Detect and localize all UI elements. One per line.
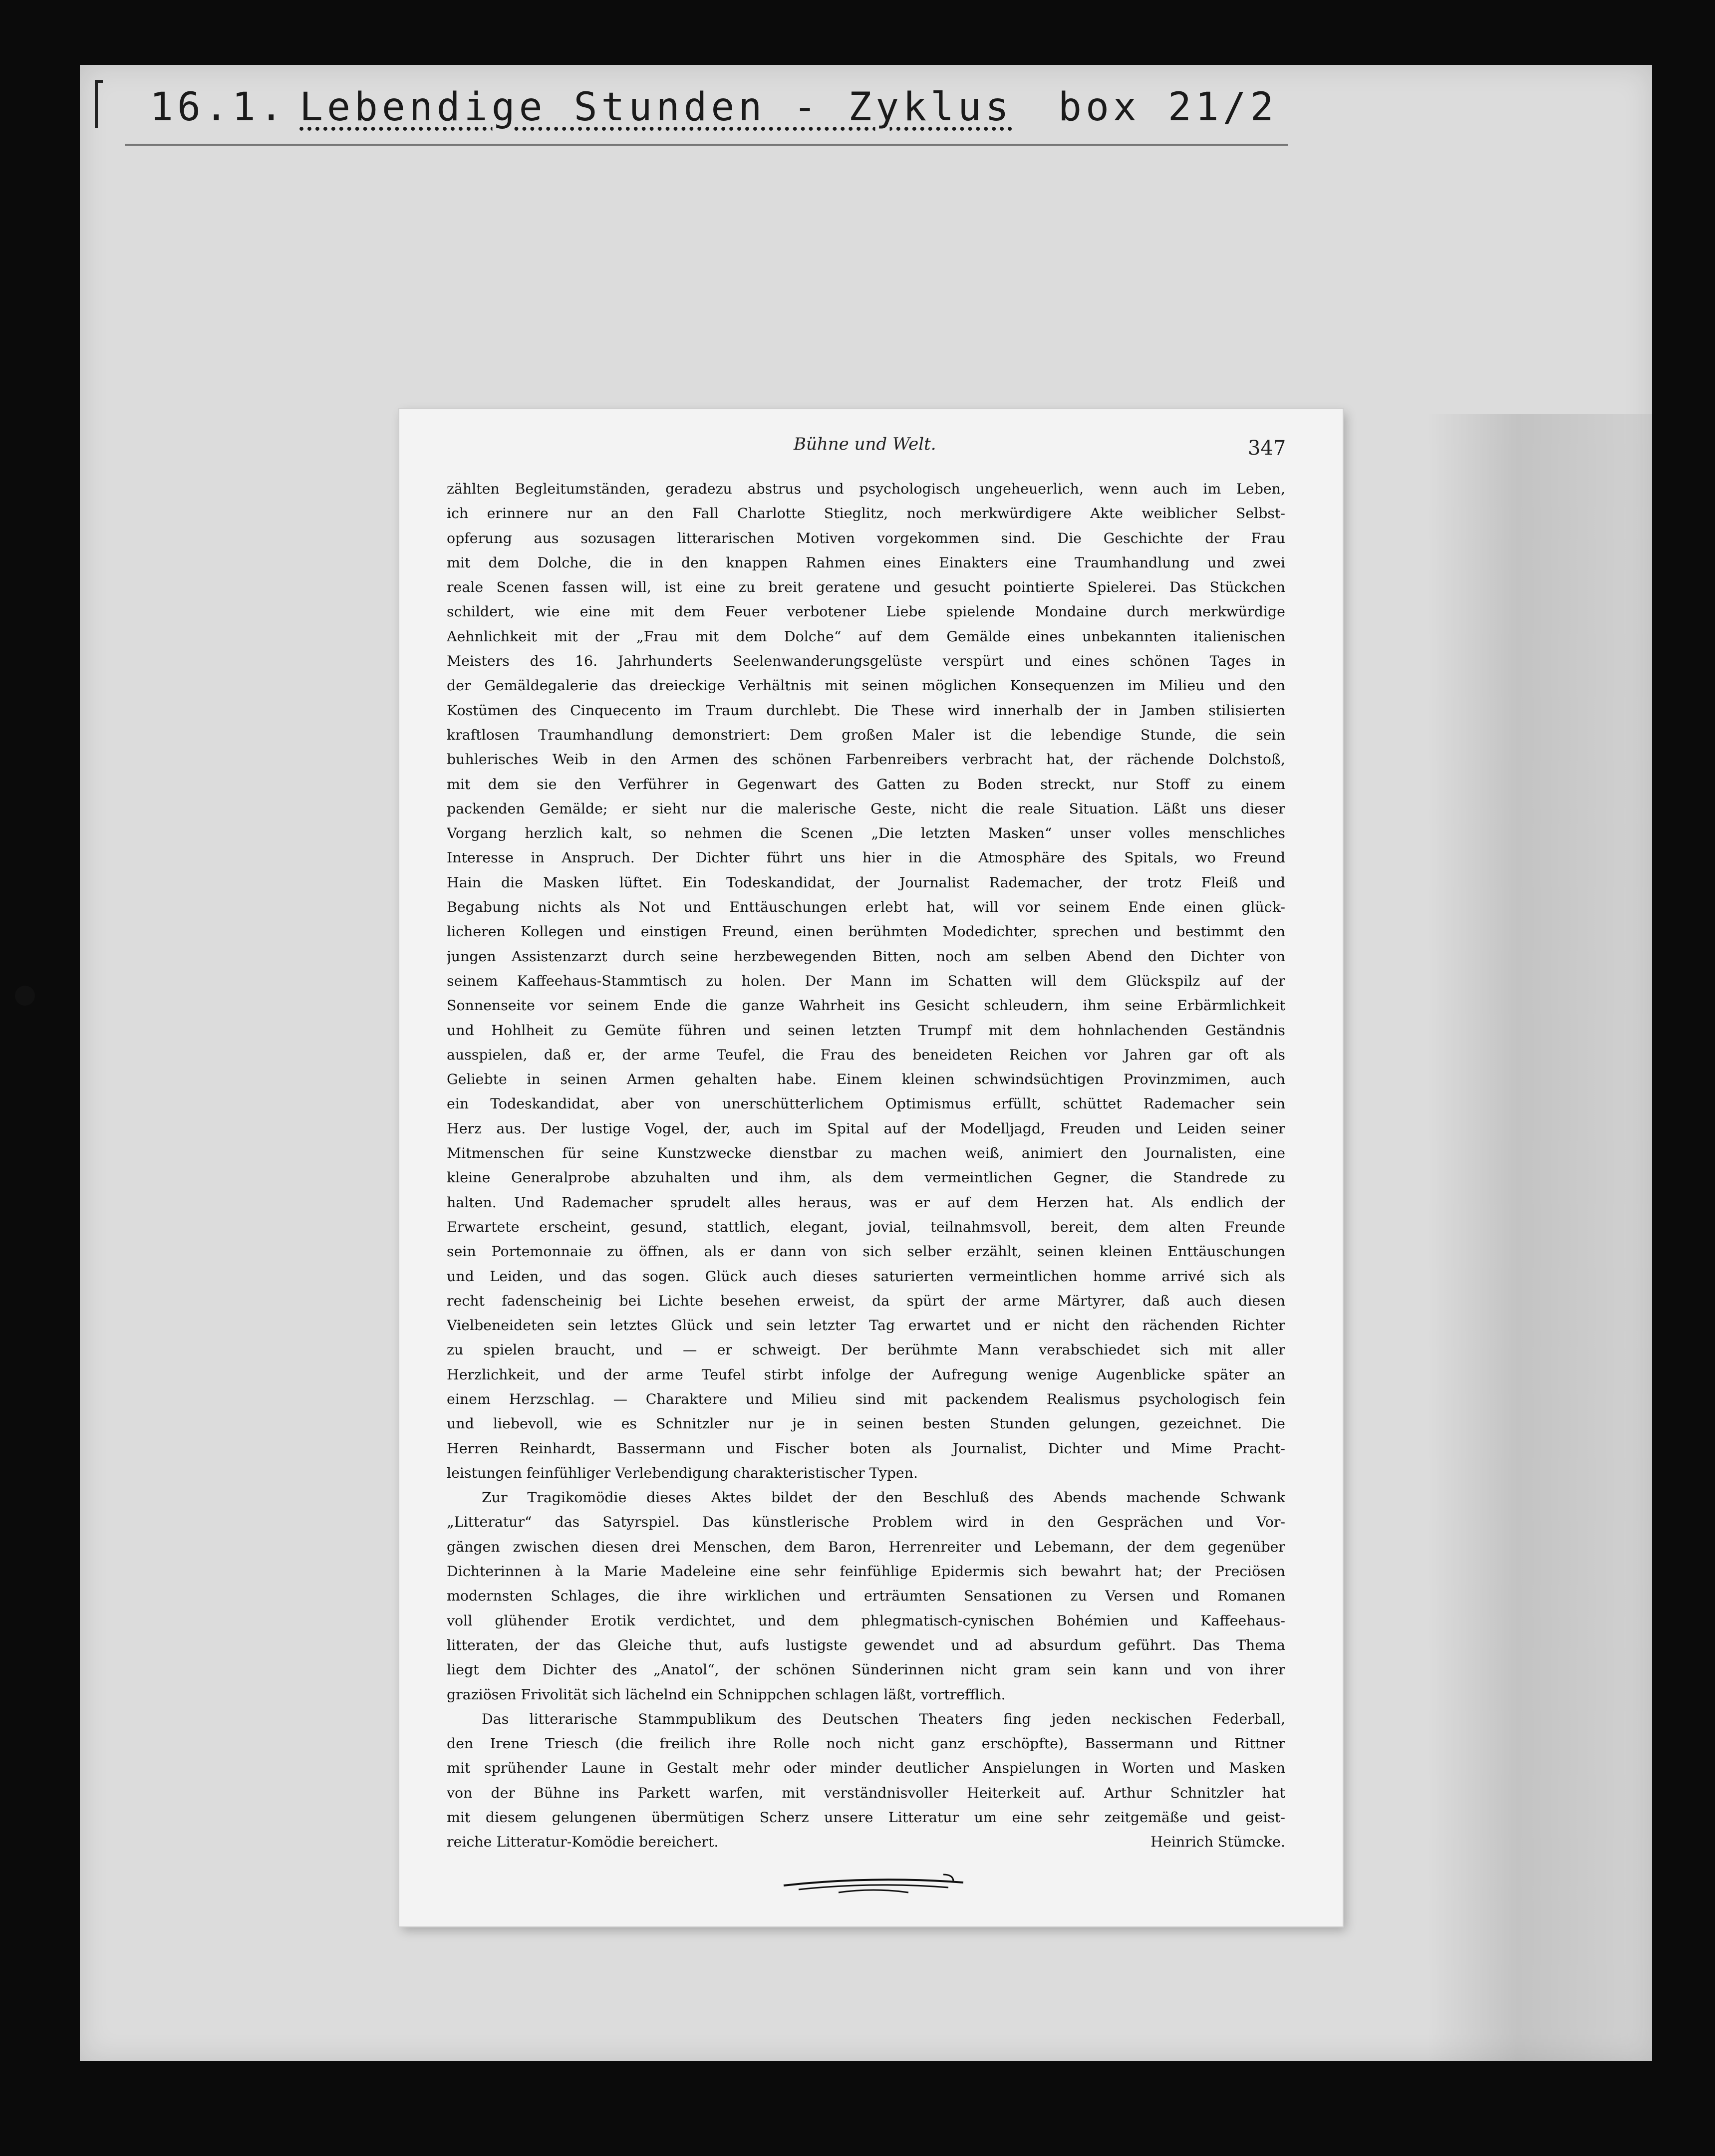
article-line: opferung aus sozusagen litterarischen Motiven vorgekommen sind. Die Geschichte der Frau [447, 530, 1285, 546]
article-line: licheren Kollegen und einstigen Freund, einen berühmten Modedichter, sprechen und bestimmt den [447, 923, 1285, 940]
article-line: seinem Kaffeehaus-Stammtisch zu holen. Der Mann im Schatten will dem Glückspilz auf der [447, 972, 1285, 989]
article-line: modernsten Schlages, die ihre wirklichen und erträumten Sensationen zu Versen und Romanen [447, 1588, 1285, 1605]
corner-bracket-mark [95, 80, 103, 128]
article-line: mit diesem gelungenen übermütigen Scherz unsere Litteratur um eine sehr zeitgemäße und geist- [447, 1809, 1285, 1826]
article-line: liegt dem Dichter des „Anatol“, der schönen Sünderinnen nicht gram sein kann und von ihrer [447, 1661, 1285, 1678]
article-line: halten. Und Rademacher sprudelt alles heraus, was er auf dem Herzen hat. Als endlich der [447, 1194, 1285, 1211]
end-ornament [779, 1871, 968, 1895]
article-line: Herren Reinhardt, Bassermann und Fischer boten als Journalist, Dichter und Mime Pracht- [447, 1440, 1285, 1457]
newspaper-clipping [399, 409, 1343, 1926]
header-title: Lebendige Stunden - Zyklus [299, 85, 1013, 130]
article-line: buhlerisches Weib in den Armen des schönen Farbenreibers verbracht hat, der rächende Dolchstoß, [447, 751, 1285, 768]
article-line: den Irene Triesch (die freilich ihre Rolle noch nicht ganz erschöpfte), Bassermann und Rittner [447, 1735, 1285, 1752]
article-line: recht fadenscheinig bei Lichte besehen erweist, da spürt der arme Märtyrer, daß auch diesen [447, 1292, 1285, 1309]
article-line: Vielbeneideten sein letztes Glück und sein letzter Tag erwartet und er nicht den rächenden Richter [447, 1317, 1285, 1334]
article-line: ich erinnere nur an den Fall Charlotte Stieglitz, noch merkwürdigere Akte weiblicher Selbst- [447, 505, 1285, 522]
dust-speck [15, 986, 35, 1006]
article-line: mit dem Dolche, die in den knappen Rahmen eines Einakters eine Traumhandlung und zwei [447, 554, 1285, 571]
article-line: Aehnlichkeit mit der „Frau mit dem Dolche“ auf dem Gemälde eines unbekannten italienischen [447, 628, 1285, 645]
article-line: der Gemäldegalerie das dreieckige Verhältnis mit seinen möglichen Konsequenzen im Milieu und den [447, 677, 1285, 694]
article-line: einem Herzschlag. — Charaktere und Milieu sind mit packendem Realismus psychologisch fein [447, 1390, 1285, 1407]
article-line: und Hohlheit zu Gemüte führen und seinen letzten Trumpf mit dem hohnlachenden Geständnis [447, 1022, 1285, 1039]
article-line: Dichterinnen à la Marie Madeleine eine sehr feinfühlige Epidermis sich bewahrt hat; der Preciösen [447, 1563, 1285, 1580]
article-line: Geliebte in seinen Armen gehalten habe. Einem kleinen schwindsüchtigen Provinzmimen, auch [447, 1071, 1285, 1088]
article-line: mit dem sie den Verführer in Gegenwart des Gatten zu Boden streckt, nur Stoff zu einem [447, 776, 1285, 793]
article-line: graziösen Frivolität sich lächelnd ein Schnippchen schlagen läßt, vortrefflich. [447, 1686, 1006, 1703]
article-line: Erwartete erscheint, gesund, stattlich, elegant, jovial, teilnahmsvoll, bereit, dem alten Freunde [447, 1218, 1285, 1235]
article-line: Kostümen des Cinquecento im Traum durchlebt. Die These wird innerhalb der in Jamben stilisierten [447, 702, 1285, 719]
article-line: von der Bühne ins Parkett warfen, mit verständnisvoller Heiterkeit auf. Arthur Schnitzler hat [447, 1784, 1285, 1801]
article-line: Das litterarische Stammpublikum des Deutschen Theaters fing jeden neckischen Federball, [482, 1710, 1285, 1727]
article-line: ein Todeskandidat, aber von unerschütterlichem Optimismus erfüllt, schüttet Rademacher sein [447, 1095, 1285, 1112]
article-line: mit sprühender Laune in Gestalt mehr oder minder deutlicher Anspielungen in Worten und Masken [447, 1760, 1285, 1777]
article-line: leistungen feinfühliger Verlebendigung charakteristischer Typen. [447, 1464, 918, 1481]
article-line: Zur Tragikomödie dieses Aktes bildet der den Beschluß des Abends machende Schwank [482, 1489, 1285, 1506]
article-line: packenden Gemälde; er sieht nur die malerische Geste, nicht die reale Situation. Läßt uns dieser [447, 800, 1285, 817]
author-signature: Heinrich Stümcke. [1150, 1834, 1285, 1851]
article-line: reiche Litteratur-Komödie bereichert. [447, 1834, 719, 1851]
article-line: gängen zwischen diesen drei Menschen, dem Baron, Herrenreiter und Lebemann, der dem gegenüber [447, 1538, 1285, 1555]
article-line: voll glühender Erotik verdichtet, und dem phlegmatisch-cynischen Bohémien und Kaffeehaus- [447, 1612, 1285, 1629]
article-line: Herz aus. Der lustige Vogel, der, auch im Spital auf der Modelljagd, Freuden und Leiden seiner [447, 1120, 1285, 1137]
running-head: Bühne und Welt. [794, 434, 936, 454]
article-line: und liebevoll, wie es Schnitzler nur je in seinen besten Stunden gelungen, gezeichnet. Die [447, 1415, 1285, 1432]
article-line: Meisters des 16. Jahrhunderts Seelenwanderungsgelüste verspürt und eines schönen Tages in [447, 653, 1285, 670]
article-line: kraftlosen Traumhandlung demonstriert: Dem großen Maler ist die lebendige Stunde, die sein [447, 726, 1285, 743]
article-line: Sonnenseite vor seinem Ende die ganze Wahrheit ins Gesicht schleudern, ihm seine Erbärmlichkeit [447, 997, 1285, 1014]
article-line: Mitmenschen für seine Kunstzwecke dienstbar zu machen weiß, animiert den Journalisten, eine [447, 1145, 1285, 1162]
article-line: litteraten, der das Gleiche thut, aufs lustigste gewendet und ad absurdum geführt. Das Thema [447, 1636, 1285, 1653]
article-line: Begabung nichts als Not und Enttäuschungen erlebt hat, will vor seinem Ende einen glück- [447, 899, 1285, 916]
article-line: zu spielen braucht, und — er schweigt. Der berühmte Mann verabschiedet sich mit aller [447, 1342, 1285, 1358]
header-box-label: box 21/2 [1058, 85, 1278, 130]
header-rule [125, 144, 1288, 146]
article-line: jungen Assistenzarzt durch seine herzbewegenden Bitten, noch am selben Abend den Dichter von [447, 948, 1285, 965]
page-number: 347 [1248, 437, 1286, 460]
article-body [447, 477, 1285, 1855]
article-line: sein Portemonnaie zu öffnen, als er dann von sich selber erzählt, seinen kleinen Enttäuschungen [447, 1243, 1285, 1260]
article-line: Vorgang herzlich kalt, so nehmen die Scenen „Die letzten Masken“ unser volles menschliches [447, 825, 1285, 842]
article-line: „Litteratur“ das Satyrspiel. Das künstlerische Problem wird in den Gesprächen und Vor- [447, 1514, 1285, 1531]
article-line: zählten Begleitumständen, geradezu abstrus und psychologisch ungeheuerlich, wenn auch im Leben, [447, 481, 1285, 497]
paper-shadow [1428, 414, 1652, 2061]
article-line: reale Scenen fassen will, ist eine zu breit geratene und gesucht pointierte Spielerei. Das Stückchen [447, 579, 1285, 596]
article-line: Interesse in Anspruch. Der Dichter führt uns hier in die Atmosphäre des Spitals, wo Freund [447, 849, 1285, 866]
article-line: ausspielen, daß er, der arme Teufel, die Frau des beneideten Reichen vor Jahren gar oft als [447, 1046, 1285, 1063]
article-line: schildert, wie eine mit dem Feuer verbotener Liebe spielende Mondaine durch merkwürdige [447, 603, 1285, 620]
article-line: Herzlichkeit, und der arme Teufel stirbt infolge der Aufregung wenige Augenblicke später an [447, 1366, 1285, 1383]
article-line: kleine Generalprobe abzuhalten und ihm, als dem vermeintlichen Gegner, die Standrede zu [447, 1169, 1285, 1186]
article-line: Hain die Masken lüftet. Ein Todeskandidat, der Journalist Rademacher, der trotz Fleiß und [447, 874, 1285, 891]
article-line: und Leiden, und das sogen. Glück auch dieses saturierten vermeintlichen homme arrivé sich als [447, 1268, 1285, 1285]
header-number: 16.1. [150, 85, 287, 130]
